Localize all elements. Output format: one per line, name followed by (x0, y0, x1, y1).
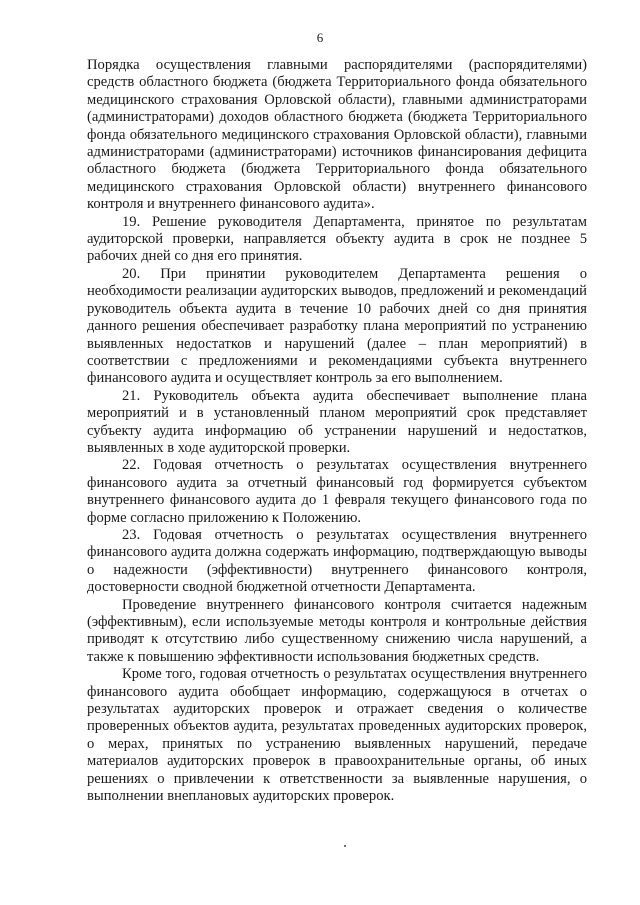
paragraph-23-reliability: Проведение внутреннего финансового контроля считается надежным (эффективным), если используемые методы контроля и контрольные действия приводят к отсутствию либо существенному снижению числа нарушений, а также к повышению эффективности использования бюджетных средств. (87, 596, 587, 665)
paragraph-19: 19. Решение руководителя Департамента, принятое по результатам аудиторской проверки, направляется объекту аудита в срок не позднее 5 рабочих дней со дня его принятия. (87, 213, 587, 265)
paragraph-23-summary: Кроме того, годовая отчетность о результатах осуществления внутреннего финансового аудита обобщает информацию, содержащуюся в отчетах о результатах аудиторских проверок и отражает сведения о количестве проверенных объектов аудита, результатах проведенных аудиторских проверок, о мерах, принятых по устранению выявленных нарушений, передаче материалов аудиторских проверок в правоохранительные органы, об иных решениях о привлечении к ответственности за выявленные нарушения, о выполнении внеплановых аудиторских проверок. (87, 666, 587, 805)
scan-speck (344, 845, 346, 847)
page-number: 6 (316, 30, 324, 45)
paragraph-continuation: Порядка осуществления главными распорядителями (распорядителями) средств областного бюджета (бюджета Территориального фонда обязательного медицинского страхования Орловской области), главными администраторами (администраторами) доходов областного бюджета (бюджета Территориального фонда обязательного медицинского страхования Орловской области), главными администраторами (администраторами) источников финансирования дефицита областного бюджета (бюджета Территориального фонда обязательного медицинского страхования Орловской области) внутреннего финансового контроля и внутреннего финансового аудита». (87, 57, 587, 213)
paragraph-20: 20. При принятии руководителем Департамента решения о необходимости реализации аудиторских выводов, предложений и рекомендаций руководитель объекта аудита в течение 10 рабочих дней со дня принятия данного решения обеспечивает разработку плана мероприятий по устранению выявленных недостатков и нарушений (далее – план мероприятий) в соответствии с предложениями и рекомендациями субъекта внутреннего финансового аудита и осуществляет контроль за его выполнением. (87, 265, 587, 387)
paragraph-22: 22. Годовая отчетность о результатах осуществления внутреннего финансового аудита за отчетный финансовый год формируется субъектом внутреннего финансового аудита до 1 февраля текущего финансового года по форме согласно приложению к Положению. (87, 457, 587, 526)
paragraph-23: 23. Годовая отчетность о результатах осуществления внутреннего финансового аудита должна содержать информацию, подтверждающую выводы о надежности (эффективности) внутреннего финансового контроля, достоверности сводной бюджетной отчетности Департамента. (87, 526, 587, 596)
paragraph-21: 21. Руководитель объекта аудита обеспечивает выполнение плана мероприятий и в установленный планом мероприятий срок представляет субъекту аудита информацию об устранении нарушений и недостатков, выявленных в ходе аудиторской проверки. (87, 387, 587, 456)
document-body (87, 57, 587, 805)
